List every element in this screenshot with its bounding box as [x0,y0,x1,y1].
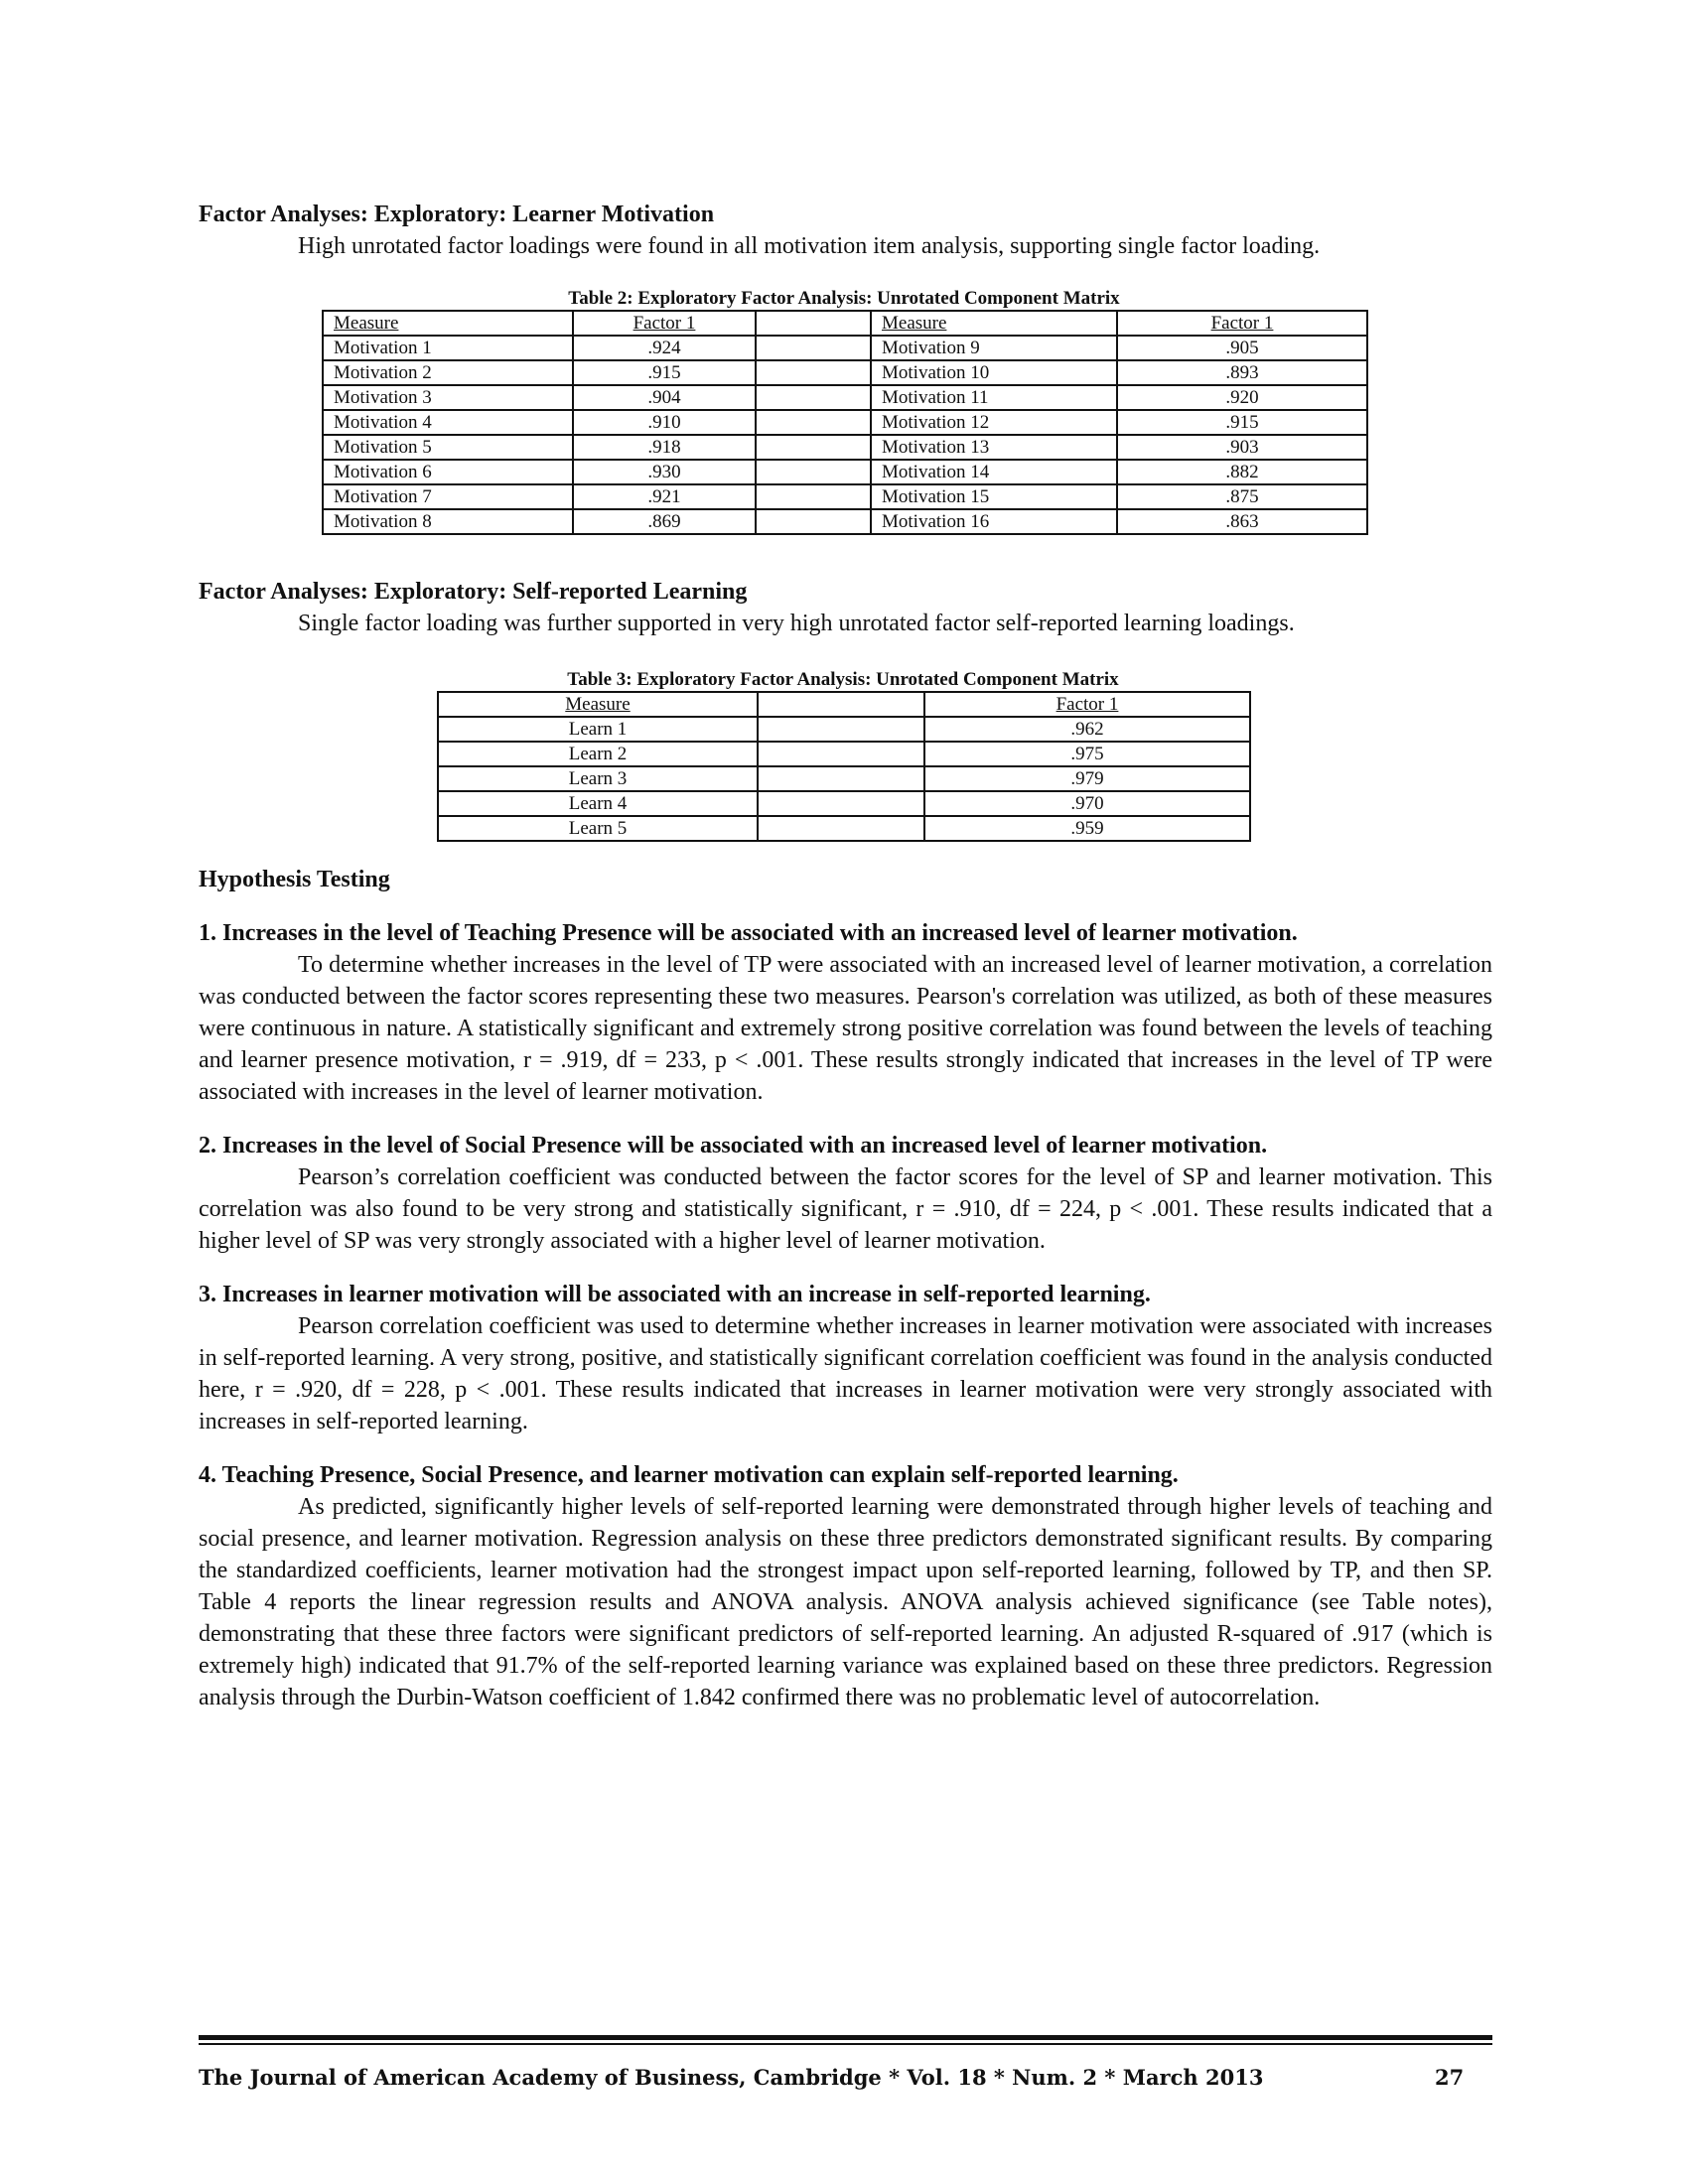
table-2-spacer-cell [756,435,871,460]
table-cell: Motivation 2 [323,360,573,385]
table-3-spacer-cell [758,692,924,717]
table-cell: .882 [1117,460,1367,484]
table-3-caption: Table 3: Exploratory Factor Analysis: Unrotated Component Matrix [567,669,1119,690]
table-3-spacer-cell [758,717,924,742]
hypothesis-1-title: 1. Increases in the level of Teaching Presence will be associated with an increased level of learner motivation. [199,920,1298,946]
table-3-grid [437,691,1251,842]
table-cell: .979 [924,766,1250,791]
table-row [438,717,1250,742]
table-2-spacer-cell [756,484,871,509]
table-row [438,816,1250,841]
table-3-header-factor: Factor 1 [924,692,1250,717]
table-cell: Motivation 1 [323,336,573,360]
table-cell: .869 [573,509,756,534]
table-row [438,791,1250,816]
table-row [323,311,1367,336]
table-row [323,460,1367,484]
table-cell: .962 [924,717,1250,742]
table-row [438,742,1250,766]
table-cell: Motivation 5 [323,435,573,460]
table-2-spacer-cell [756,360,871,385]
table-cell: Motivation 12 [871,410,1117,435]
table-cell: .921 [573,484,756,509]
hypothesis-2-title: 2. Increases in the level of Social Presence will be associated with an increased level of learner motivation. [199,1133,1268,1159]
table-cell: Motivation 6 [323,460,573,484]
hypothesis-2-body: Pearson’s correlation coefficient was conducted between the factor scores for the level of SP and learner motivation. This correlation was also found to be very strong and statistically significant, r = .910, df = 224, p < .001. These results indicated that a higher level of SP was very strongly associated with a higher level of learner motivation. [199,1164,1492,1254]
section-heading-self-reported-learning: Factor Analyses: Exploratory: Self-reported Learning [199,579,748,605]
table-cell: Motivation 9 [871,336,1117,360]
table-row [323,385,1367,410]
table-row [438,766,1250,791]
hypothesis-testing-heading: Hypothesis Testing [199,867,390,892]
table-cell: .910 [573,410,756,435]
table-row [323,410,1367,435]
table-cell: .918 [573,435,756,460]
table-2-header-factor: Factor 1 [573,311,756,336]
table-cell: Motivation 13 [871,435,1117,460]
table-3-spacer-cell [758,742,924,766]
table-2-caption: Table 2: Exploratory Factor Analysis: Unrotated Component Matrix [568,288,1120,309]
table-cell: .863 [1117,509,1367,534]
table-cell: .920 [1117,385,1367,410]
table-2-spacer-cell [756,385,871,410]
table-3-spacer-cell [758,791,924,816]
table-cell: Learn 1 [438,717,758,742]
table-3 [437,669,1251,842]
table-cell: Motivation 7 [323,484,573,509]
table-2-spacer-cell [756,460,871,484]
table-row [323,336,1367,360]
table-cell: Learn 3 [438,766,758,791]
table-cell: Motivation 11 [871,385,1117,410]
table-2-header-factor-2: Factor 1 [1117,311,1367,336]
table-cell: .875 [1117,484,1367,509]
table-2-spacer-cell [756,410,871,435]
table-3-spacer-cell [758,766,924,791]
footer-rule-thin [199,2043,1492,2045]
table-cell: .904 [573,385,756,410]
hypothesis-3-body: Pearson correlation coefficient was used to determine whether increases in learner motivation were associated with increases in self-reported learning. A very strong, positive, and statistically significant correlation coefficient was found in the analysis conducted here, r = .920, df = 228, p < .001. These results indicated that increases in learner motivation were very strongly associated with increases in self-reported learning. [199,1313,1492,1434]
table-cell: .893 [1117,360,1367,385]
table-cell: .924 [573,336,756,360]
table-row [323,509,1367,534]
footer-rule-thick [199,2035,1492,2040]
table-2-spacer-cell [756,311,871,336]
table-cell: .970 [924,791,1250,816]
paragraph-learner-motivation: High unrotated factor loadings were found in all motivation item analysis, supporting single factor loading. [298,233,1321,259]
table-2-header-measure: Measure [323,311,573,336]
table-cell: .930 [573,460,756,484]
paragraph-self-reported-learning: Single factor loading was further supported in very high unrotated factor self-reported learning loadings. [298,611,1295,636]
table-cell: Motivation 15 [871,484,1117,509]
table-row [323,484,1367,509]
footer-journal-info: The Journal of American Academy of Business, Cambridge * Vol. 18 * Num. 2 * March 2013 [199,2065,1264,2090]
hypothesis-4-title: 4. Teaching Presence, Social Presence, and learner motivation can explain self-reported learning. [199,1462,1179,1488]
table-cell: Motivation 14 [871,460,1117,484]
table-2-grid [322,310,1368,535]
table-cell: Motivation 4 [323,410,573,435]
table-cell: .959 [924,816,1250,841]
page-number: 27 [1435,2065,1465,2090]
hypothesis-1-body: To determine whether increases in the level of TP were associated with an increased level of learner motivation, a correlation was conducted between the factor scores representing these two measures. Pearson's correlation was utilized, as both of these measures were continuous in nature. A statistically significant and extremely strong positive correlation was found between the levels of teaching and learner presence motivation, r = .919, df = 233, p < .001. These results strongly indicated that increases in the level of TP were associated with increases in the level of learner motivation. [199,952,1492,1105]
table-2-header-measure-2: Measure [871,311,1117,336]
table-cell: .915 [573,360,756,385]
table-row [323,360,1367,385]
table-cell: Motivation 8 [323,509,573,534]
table-2-spacer-cell [756,509,871,534]
table-3-header-measure: Measure [438,692,758,717]
section-heading-learner-motivation: Factor Analyses: Exploratory: Learner Motivation [199,202,715,227]
hypothesis-4-body: As predicted, significantly higher levels of self-reported learning were demonstrated through higher levels of teaching and social presence, and learner motivation. Regression analysis on these three predictors demonstrated significant results. By comparing the standardized coefficients, learner motivation had the strongest impact upon self-reported learning, followed by TP, and then SP. Table 4 reports the linear regression results and ANOVA analysis. ANOVA analysis achieved significance (see Table notes), demonstrating that these three factors were significant predictors of self-reported learning. An adjusted R-squared of .917 (which is extremely high) indicated that 91.7% of the self-reported learning variance was explained based on these three predictors. Regression analysis through the Durbin-Watson coefficient of 1.842 confirmed there was no problematic level of autocorrelation. [199,1494,1492,1710]
table-2 [322,288,1368,535]
table-row [438,692,1250,717]
table-cell: Learn 5 [438,816,758,841]
table-cell: Learn 2 [438,742,758,766]
table-3-spacer-cell [758,816,924,841]
table-cell: .903 [1117,435,1367,460]
hypothesis-3-title: 3. Increases in learner motivation will be associated with an increase in self-reported learning. [199,1282,1151,1307]
table-cell: .915 [1117,410,1367,435]
table-cell: .975 [924,742,1250,766]
table-row [323,435,1367,460]
table-cell: Motivation 16 [871,509,1117,534]
table-cell: .905 [1117,336,1367,360]
table-cell: Motivation 10 [871,360,1117,385]
table-cell: Motivation 3 [323,385,573,410]
table-2-spacer-cell [756,336,871,360]
table-cell: Learn 4 [438,791,758,816]
